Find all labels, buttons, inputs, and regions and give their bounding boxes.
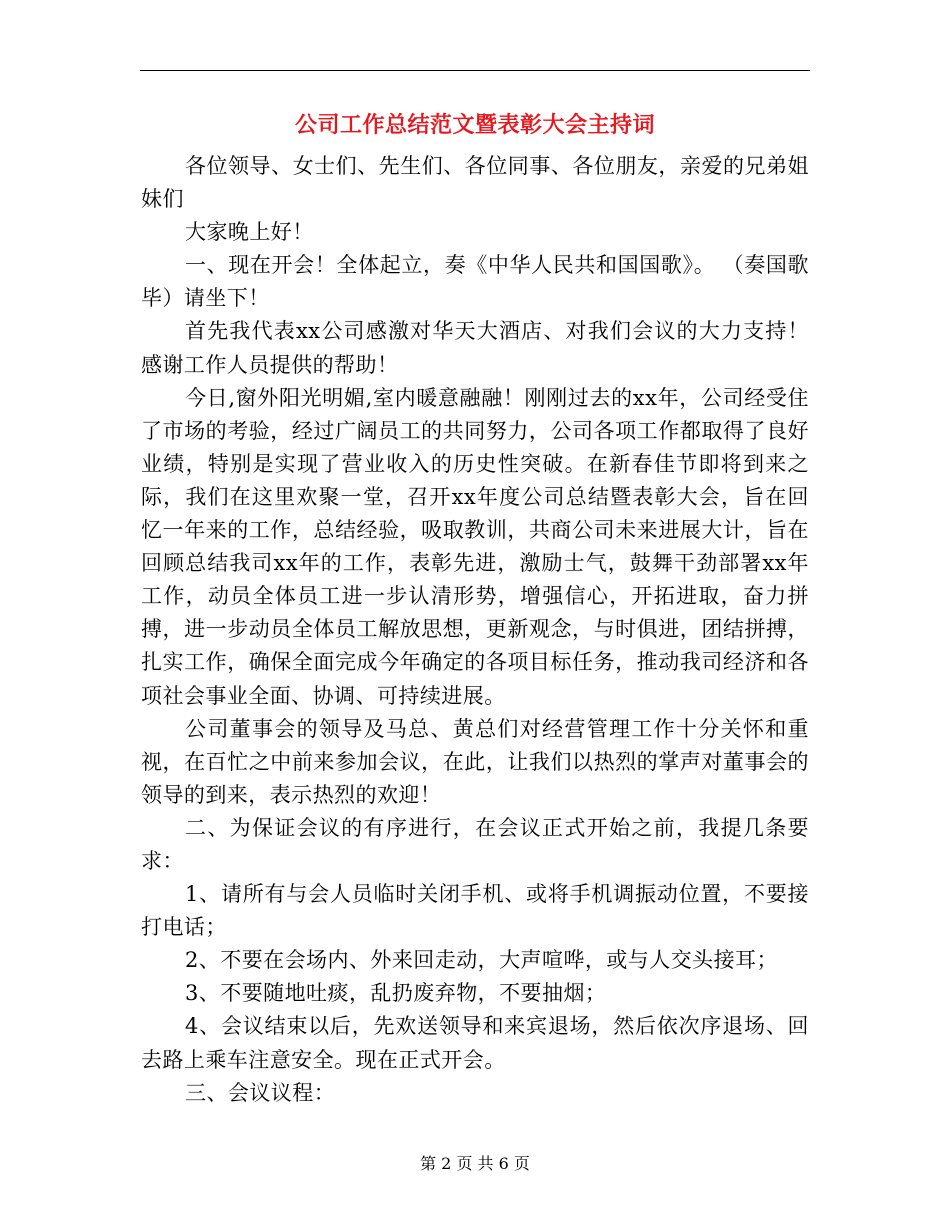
page-number-footer: 第 2 页 共 6 页: [420, 1154, 530, 1173]
paragraph-agenda-heading: 三、会议议程：: [185, 1080, 336, 1105]
document-body: [141, 150, 809, 1110]
paragraph-opening: 一、现在开会！全体起立，奏《中华人民共和国国歌》。 （奏国歌毕）请坐下！: [141, 253, 809, 311]
header-rule: [140, 70, 810, 71]
document-title: 公司工作总结范文暨表彰大会主持词: [294, 112, 655, 138]
paragraph-welcome-board: 公司董事会的领导及马总、黄总们对经营管理工作十分关怀和重视，在百忙之中前来参加会议，在此，让我们以热烈的掌声对董事会的领导的到来，表示热烈的欢迎！: [141, 716, 809, 807]
paragraph-good-evening: 大家晚上好！: [185, 220, 314, 245]
list-item-requirement-4: 4、会议结束以后，先欢送领导和来宾退场，然后依次序退场、回去路上乘车注意安全。现在正式开会。: [141, 1014, 809, 1072]
paragraph-greeting: 各位领导、女士们、先生们、各位同事、各位朋友，亲爱的兄弟姐妹们: [141, 154, 809, 212]
list-item-requirement-3: 3、不要随地吐痰，乱扔废弃物，不要抽烟；: [185, 981, 607, 1006]
list-item-requirement-1: 1、请所有与会人员临时关闭手机、或将手机调振动位置，不要接打电话；: [141, 882, 809, 940]
paragraph-requirements-intro: 二、为保证会议的有序进行，在会议正式开始之前，我提几条要求：: [141, 815, 809, 873]
paragraph-review: 今日,窗外阳光明媚,室内暖意融融！刚刚过去的xx年，公司经受住了市场的考验，经过广阔员工的共同努力，公司各项工作都取得了良好业绩，特别是实现了营业收入的历史性突破。在新春佳节即将到来之际，我们在这里欢聚一堂，召开xx年度公司总结暨表彰大会，旨在回忆一年来的工作，总结经验，吸取教训，共商公司未来进展大计，旨在回顾总结我司xx年的工作，表彰先进，激励士气，鼓舞干劲部署xx年工作，动员全体员工进一步认清形势，增强信心，开拓进取，奋力拼搏，进一步动员全体员工解放思想，更新观念，与时俱进，团结拼搏，扎实工作，确保全面完成今年确定的各项目标任务，推动我司经济和各项社会事业全面、协调、可持续进展。: [141, 385, 809, 708]
paragraph-thanks: 首先我代表xx公司感激对华天大酒店、对我们会议的大力支持！感谢工作人员提供的帮助！: [141, 319, 809, 377]
list-item-requirement-2: 2、不要在会场内、外来回走动，大声喧哗，或与人交头接耳；: [185, 948, 778, 973]
